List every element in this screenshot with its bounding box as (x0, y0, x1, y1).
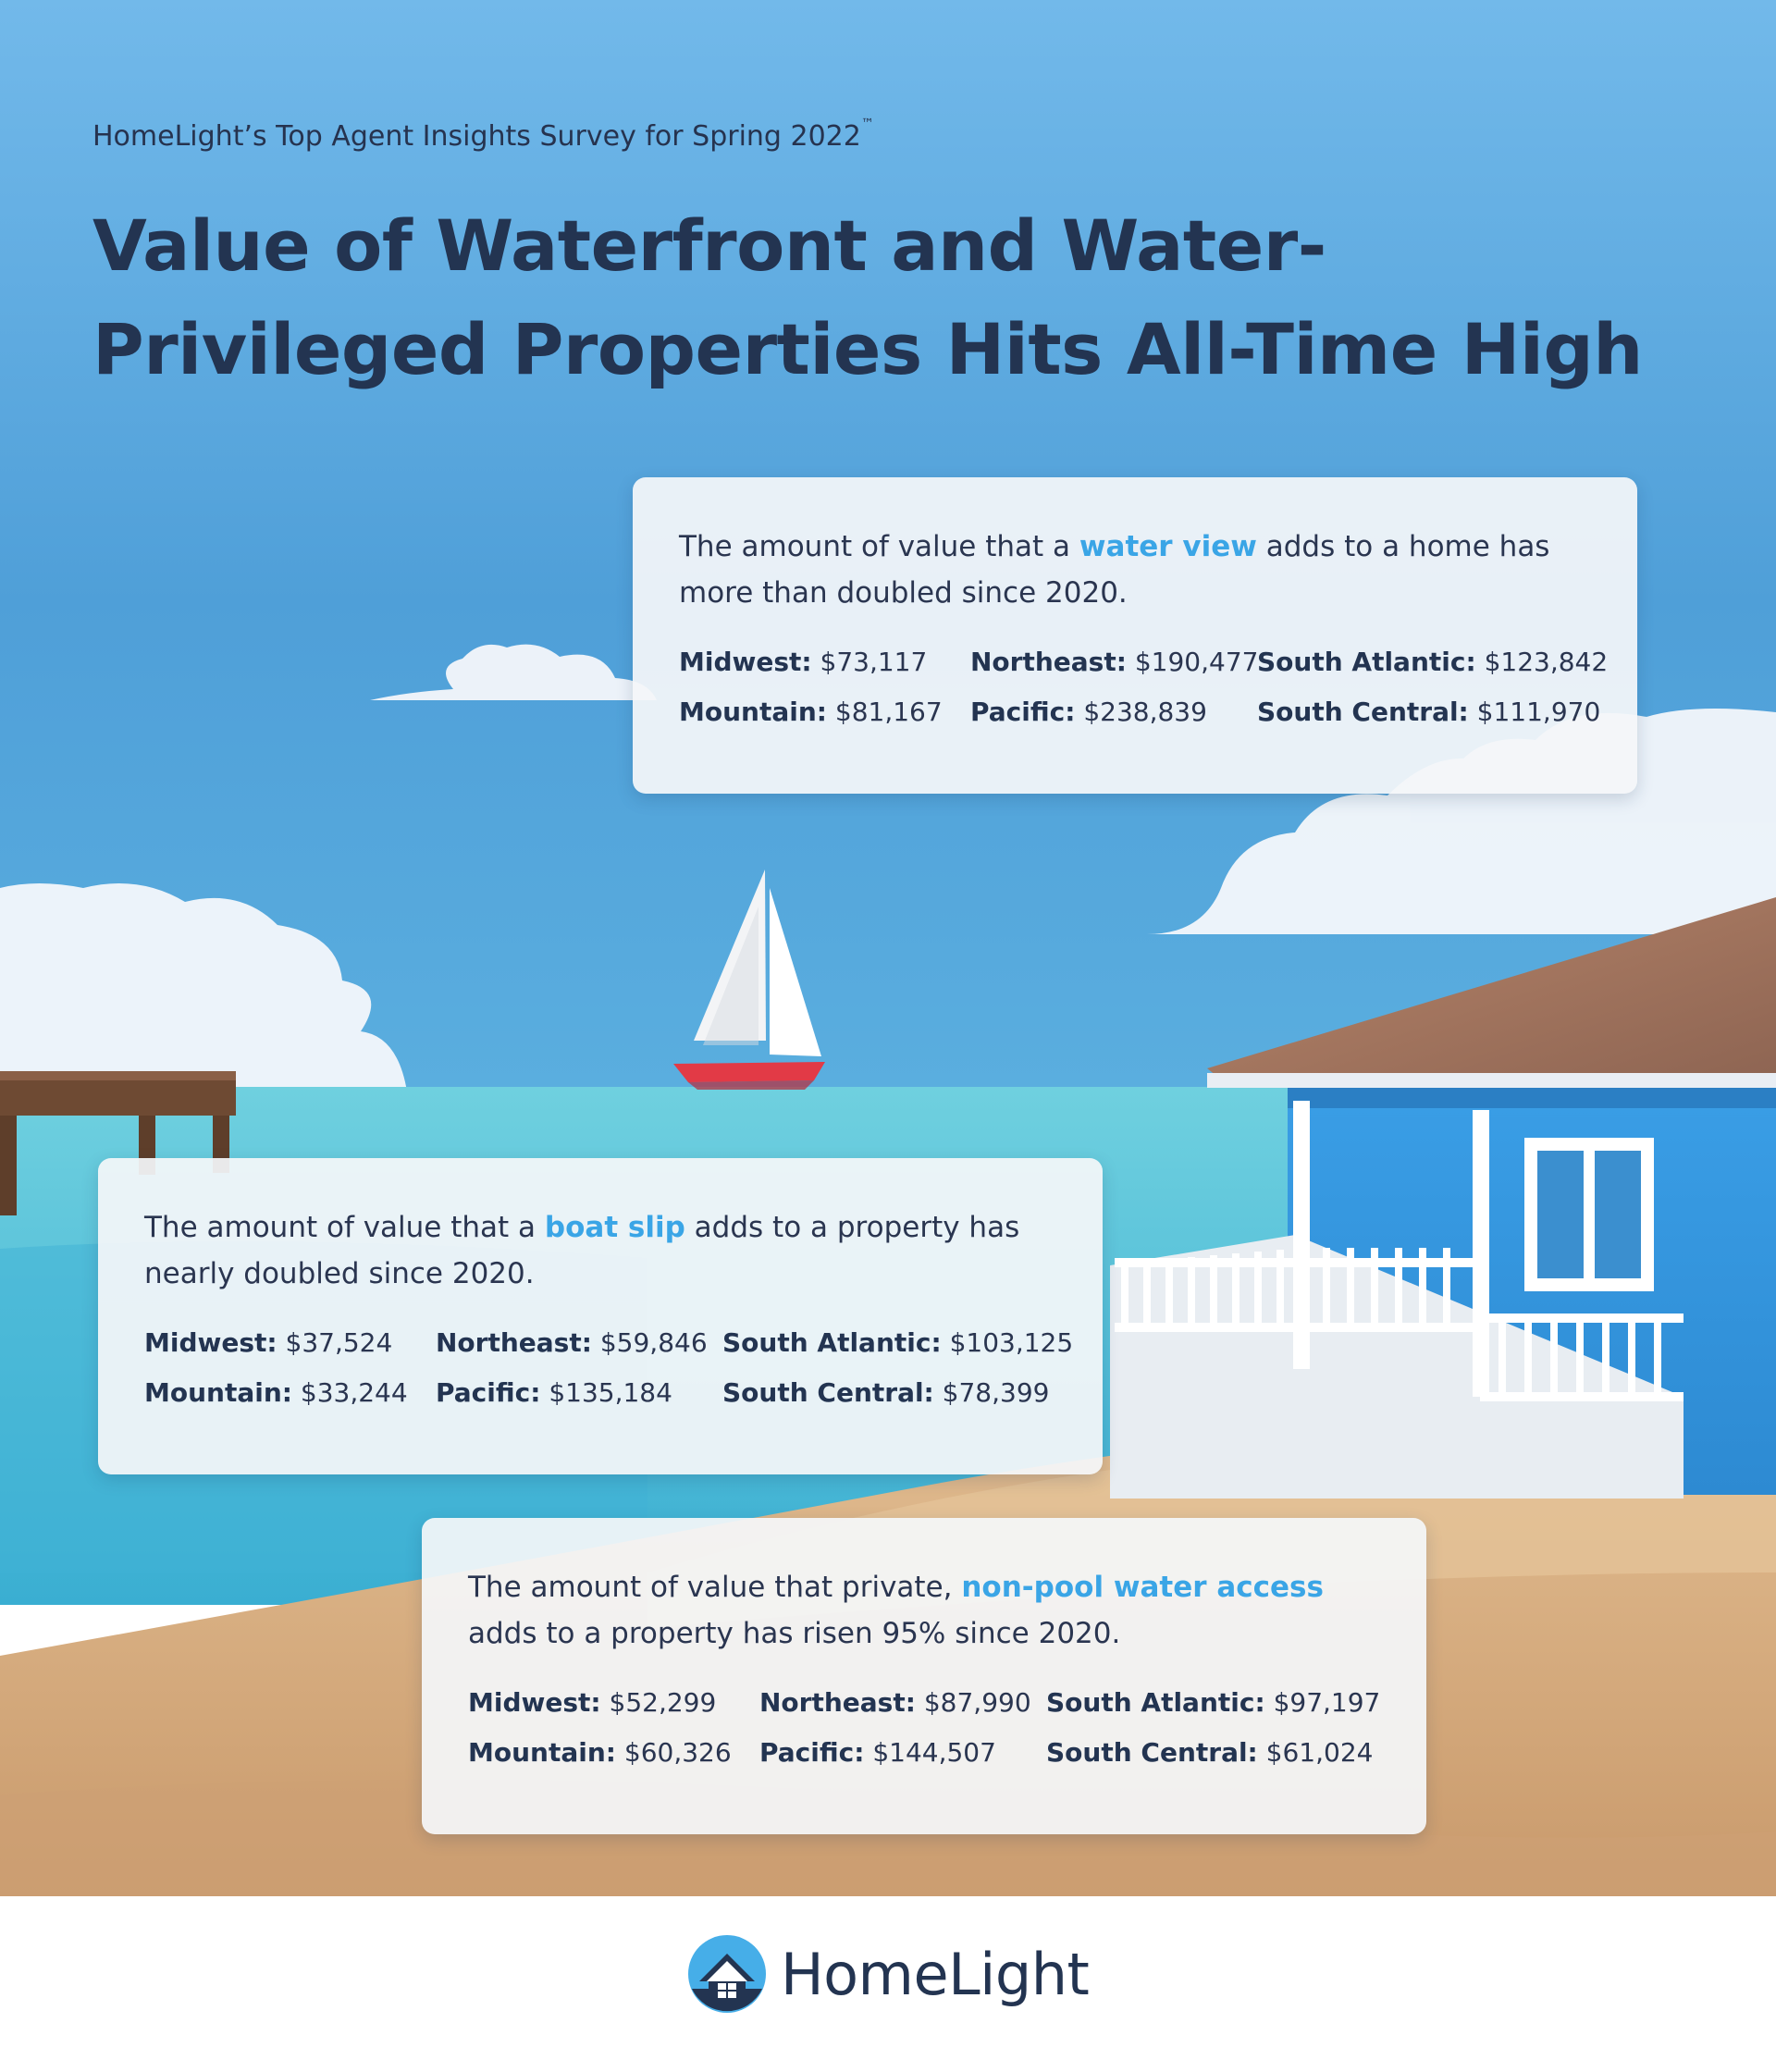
card-description: The amount of value that private, non-pool water access adds to a property has risen 95% since 2020. (468, 1571, 1324, 1650)
stat-midwest: Midwest: $52,299 (468, 1687, 717, 1718)
stat-mountain: Mountain: $60,326 (468, 1737, 732, 1768)
regional-values (679, 642, 1609, 733)
highlight-term: non-pool water access (961, 1571, 1324, 1604)
stat-pacific: Pacific: $238,839 (970, 697, 1207, 727)
stat-northeast: Northeast: $190,477 (970, 647, 1259, 677)
stat-mountain: Mountain: $33,244 (144, 1377, 408, 1408)
survey-caption: HomeLight’s Top Agent Insights Survey for Spring 2022™ (92, 117, 874, 153)
highlight-term: water view (1079, 530, 1257, 563)
homelight-logo[interactable] (686, 1933, 1089, 2015)
regional-values (468, 1683, 1380, 1773)
page-title: Value of Waterfront and Water-Privileged Properties Hits All-Time High (92, 204, 1643, 390)
stat-pacific: Pacific: $144,507 (759, 1737, 996, 1768)
stat-pacific: Pacific: $135,184 (436, 1377, 672, 1408)
highlight-term: boat slip (544, 1211, 685, 1244)
stat-northeast: Northeast: $59,846 (436, 1327, 708, 1358)
stat-south-central: South Central: $78,399 (722, 1377, 1050, 1408)
trademark-symbol: ™ (860, 117, 874, 131)
boat-slip-card (98, 1158, 1103, 1474)
stat-south-atlantic: South Atlantic: $103,125 (722, 1327, 1074, 1358)
water-view-card (633, 477, 1637, 794)
stat-northeast: Northeast: $87,990 (759, 1687, 1031, 1718)
stat-south-central: South Central: $111,970 (1257, 697, 1601, 727)
stat-south-atlantic: South Atlantic: $123,842 (1257, 647, 1609, 677)
regional-values (144, 1323, 1074, 1413)
stat-mountain: Mountain: $81,167 (679, 697, 943, 727)
stat-south-atlantic: South Atlantic: $97,197 (1046, 1687, 1381, 1718)
stat-south-central: South Central: $61,024 (1046, 1737, 1374, 1768)
brand-wordmark: HomeLight (781, 1940, 1090, 2008)
stat-midwest: Midwest: $37,524 (144, 1327, 393, 1358)
card-description: The amount of value that a water view adds to a home has more than doubled since 2020. (679, 530, 1550, 610)
card-description: The amount of value that a boat slip adds to a property has nearly doubled since 2020. (144, 1211, 1020, 1290)
stat-midwest: Midwest: $73,117 (679, 647, 928, 677)
water-access-card (422, 1518, 1426, 1834)
house-in-circle-icon (686, 1933, 768, 2015)
